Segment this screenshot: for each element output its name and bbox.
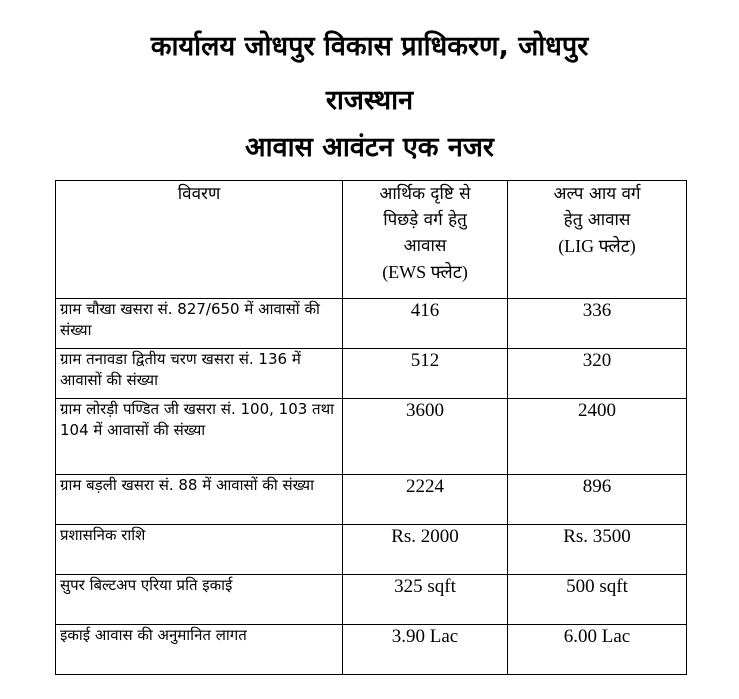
- header-ews: [343, 181, 508, 299]
- row-ews-value: 3.90 Lac: [343, 625, 508, 675]
- row-description: ग्राम तनावडा द्वितीय चरण खसरा सं. 136 में आवासों की संख्या: [56, 349, 343, 399]
- table-row: [56, 625, 687, 675]
- row-lig-value: Rs. 3500: [508, 525, 687, 575]
- page-heading: आवास आवंटन एक नजर: [245, 132, 494, 163]
- header-description-label: विवरण: [177, 184, 221, 204]
- row-lig-value: 500 sqft: [508, 575, 687, 625]
- table-row: [56, 525, 687, 575]
- row-ews-value: 512: [343, 349, 508, 399]
- header-lig-line3: (LIG फ्लेट): [558, 236, 636, 256]
- row-lig-value: 336: [508, 299, 687, 349]
- row-lig-value: 2400: [508, 399, 687, 475]
- table-row: [56, 575, 687, 625]
- header-ews-line1: आर्थिक दृष्टि से: [379, 184, 471, 204]
- header-ews-line2: पिछड़े वर्ग हेतु: [383, 210, 467, 230]
- page-subtitle-state: राजस्थान: [325, 85, 414, 116]
- row-description: ग्राम चौखा खसरा सं. 827/650 में आवासों की संख्या: [56, 299, 343, 349]
- row-description: इकाई आवास की अनुमानित लागत: [56, 625, 343, 675]
- header-lig-line2: हेतु आवास: [563, 210, 631, 230]
- table-header-row: [56, 181, 687, 299]
- row-ews-value: 416: [343, 299, 508, 349]
- header-description: [56, 181, 343, 299]
- header-lig: [508, 181, 687, 299]
- row-ews-value: Rs. 2000: [343, 525, 508, 575]
- row-description: ग्राम लोरड़ी पण्डित जी खसरा सं. 100, 103 तथा 104 में आवासों की संख्या: [56, 399, 343, 475]
- page-title: कार्यालय जोधपुर विकास प्राधिकरण, जोधपुर: [150, 31, 589, 62]
- housing-allotment-table: [55, 180, 687, 675]
- row-ews-value: 2224: [343, 475, 508, 525]
- row-lig-value: 320: [508, 349, 687, 399]
- row-lig-value: 6.00 Lac: [508, 625, 687, 675]
- row-description: ग्राम बड़ली खसरा सं. 88 में आवासों की संख्या: [56, 475, 343, 525]
- table-row: [56, 349, 687, 399]
- header-lig-line1: अल्प आय वर्ग: [553, 184, 641, 204]
- row-description: सुपर बिल्टअप एरिया प्रति इकाई: [56, 575, 343, 625]
- row-description: प्रशासनिक राशि: [56, 525, 343, 575]
- table-row: [56, 399, 687, 475]
- row-ews-value: 325 sqft: [343, 575, 508, 625]
- row-lig-value: 896: [508, 475, 687, 525]
- row-ews-value: 3600: [343, 399, 508, 475]
- header-ews-line4: (EWS फ्लेट): [382, 262, 468, 282]
- table-row: [56, 299, 687, 349]
- header-ews-line3: आवास: [403, 236, 447, 256]
- table-row: [56, 475, 687, 525]
